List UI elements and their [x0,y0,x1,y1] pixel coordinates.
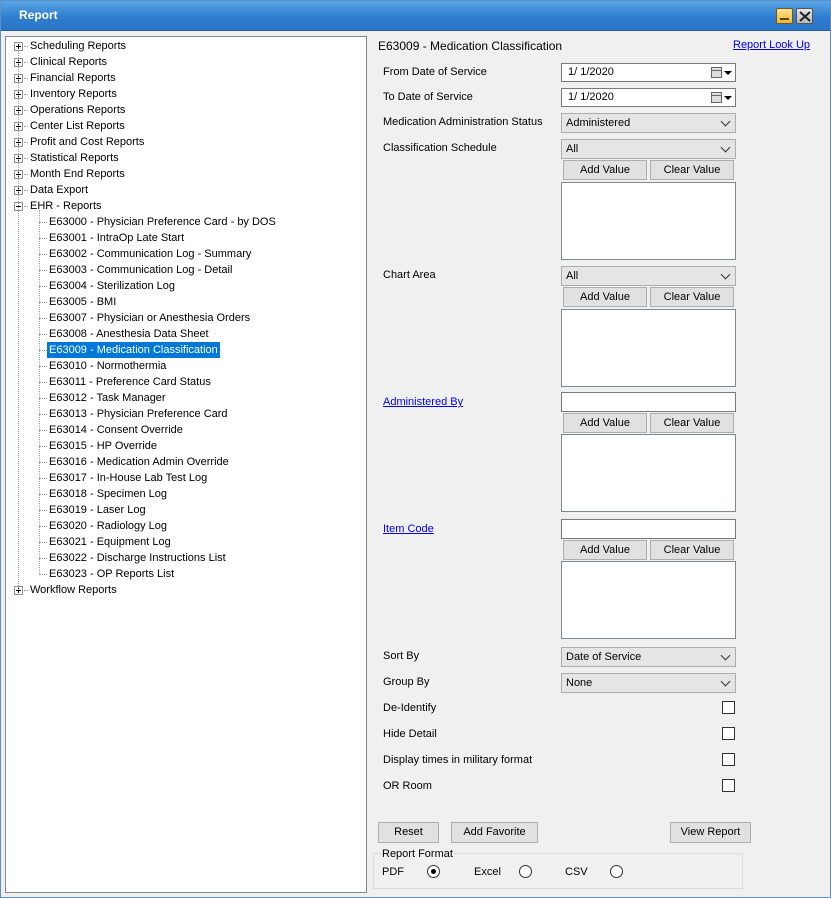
class-schedule-clear-button[interactable]: Clear Value [650,160,734,180]
tree-item-label: E63003 - Communication Log - Detail [49,264,233,276]
tree-item-label: E63017 - In-House Lab Test Log [49,472,208,484]
tree-leaf[interactable] [6,550,366,566]
tree-node[interactable] [6,582,366,598]
window-title: Report [19,8,58,22]
pdf-label: PDF [382,866,404,878]
class-schedule-select[interactable] [561,139,736,159]
or-room-checkbox[interactable] [722,779,735,792]
item-code-clear-button[interactable]: Clear Value [650,540,734,560]
chevron-down-icon [721,117,731,127]
tree-item-label: Statistical Reports [30,152,119,164]
tree-node[interactable] [6,182,366,198]
tree-item-label: Month End Reports [30,168,125,180]
sort-by-label: Sort By [383,650,420,662]
military-format-label: Display times in military format [383,754,533,766]
tree-node[interactable] [6,38,366,54]
tree-item-label: E63020 - Radiology Log [49,520,168,532]
tree-connector [39,210,40,574]
tree-leaf[interactable] [6,246,366,262]
tree-item-label: E63008 - Anesthesia Data Sheet [49,328,209,340]
admin-status-select[interactable] [561,113,736,133]
tree-item-label: E63018 - Specimen Log [49,488,168,500]
tree-node[interactable] [6,86,366,102]
military-format-checkbox[interactable] [722,753,735,766]
tree-item-label: Operations Reports [30,104,126,116]
from-date-label: From Date of Service [383,66,487,78]
chart-area-clear-button[interactable]: Clear Value [650,287,734,307]
chevron-down-icon [721,143,731,153]
tree-leaf[interactable] [6,230,366,246]
administered-by-add-button[interactable]: Add Value [563,413,647,433]
tree-item-label: Center List Reports [30,120,125,132]
tree-connector [18,50,19,590]
tree-item-label: E63014 - Consent Override [49,424,183,436]
chevron-down-icon [721,270,731,280]
tree-node[interactable] [6,134,366,150]
item-code-input[interactable] [561,519,736,539]
class-schedule-label: Classification Schedule [383,142,497,154]
administered-by-clear-button[interactable]: Clear Value [650,413,734,433]
tree-item-label: E63012 - Task Manager [49,392,166,404]
sort-by-select[interactable] [561,647,736,667]
tree-leaf[interactable] [6,502,366,518]
tree-item-label: E63019 - Laser Log [49,504,146,516]
tree-item-label: E63016 - Medication Admin Override [49,456,229,468]
calendar-icon[interactable] [711,92,722,103]
tree-leaf[interactable] [6,518,366,534]
tree-item-label: Financial Reports [30,72,116,84]
item-code-list[interactable] [561,561,736,639]
tree-item-label: EHR - Reports [30,200,102,212]
tree-item-label: Data Export [30,184,89,196]
tree-leaf[interactable] [6,278,366,294]
tree-item-label: Workflow Reports [30,584,117,596]
tree-leaf[interactable] [6,342,366,358]
close-icon[interactable] [796,8,813,24]
chart-area-label: Chart Area [383,269,436,281]
from-date-value: 1/ 1/2020 [568,66,614,78]
tree-item-label: E63010 - Normothermia [49,360,167,372]
administered-by-input[interactable] [561,392,736,412]
tree-leaf[interactable] [6,422,366,438]
item-code-add-button[interactable]: Add Value [563,540,647,560]
tree-item-label: E63013 - Physician Preference Card [49,408,228,420]
chevron-down-icon [721,651,731,661]
dropdown-arrow-icon[interactable] [724,96,732,100]
sort-by-value: Date of Service [566,651,642,663]
tree-leaf[interactable] [6,358,366,374]
tree-item-label: E63005 - BMI [49,296,117,308]
group-by-value: None [566,677,593,689]
chart-area-value: All [566,270,579,282]
report-title: E63009 - Medication Classification [378,39,563,53]
title-bar[interactable] [1,1,830,31]
tree-item-label: Clinical Reports [30,56,108,68]
tree-item-label: E63023 - OP Reports List [49,568,175,580]
hide-detail-checkbox[interactable] [722,727,735,740]
report-tree[interactable] [5,36,367,893]
administered-by-link[interactable]: Administered By [383,396,464,408]
tree-node[interactable] [6,118,366,134]
admin-status-value: Administered [566,117,631,129]
chart-area-list[interactable] [561,309,736,387]
report-lookup-link[interactable]: Report Look Up [733,39,811,51]
tree-item-label: E63007 - Physician or Anesthesia Orders [49,312,251,324]
view-report-button[interactable]: View Report [670,822,751,843]
class-schedule-list[interactable] [561,182,736,260]
tree-node[interactable] [6,166,366,182]
group-by-label: Group By [383,676,430,688]
tree-leaf[interactable] [6,438,366,454]
tree-item-label: E63001 - IntraOp Late Start [49,232,185,244]
tree-leaf[interactable] [6,390,366,406]
tree-item-label: E63000 - Physician Preference Card - by DOS [49,216,276,228]
tree-item-label: E63004 - Sterilization Log [49,280,175,292]
chart-area-add-button[interactable]: Add Value [563,287,647,307]
pdf-radio[interactable] [427,865,440,878]
item-code-link[interactable]: Item Code [383,523,434,535]
tree-leaf[interactable] [6,486,366,502]
tree-item-label: E63002 - Communication Log - Summary [49,248,252,260]
csv-radio[interactable] [610,865,623,878]
tree-item-label: E63021 - Equipment Log [49,536,171,548]
tree-leaf[interactable] [6,374,366,390]
class-schedule-add-button[interactable]: Add Value [563,160,647,180]
tree-leaf[interactable] [6,262,366,278]
calendar-icon[interactable] [711,67,722,78]
or-room-label: OR Room [383,780,432,792]
tree-leaf[interactable] [6,326,366,342]
tree-item-label: E63015 - HP Override [49,440,158,452]
class-schedule-value: All [566,143,579,155]
to-date-value: 1/ 1/2020 [568,91,614,103]
csv-label: CSV [565,866,588,878]
tree-item-label: E63009 - Medication Classification [49,344,218,356]
from-date-picker[interactable] [561,63,736,82]
tree-leaf[interactable] [6,310,366,326]
tree-item-label: Scheduling Reports [30,40,127,52]
tree-node[interactable] [6,54,366,70]
tree-node[interactable] [6,102,366,118]
hide-detail-label: Hide Detail [383,728,437,740]
tree-leaf[interactable] [6,454,366,470]
group-by-select[interactable] [561,673,736,693]
tree-item-label: E63022 - Discharge Instructions List [49,552,226,564]
dropdown-arrow-icon[interactable] [724,71,732,75]
chart-area-select[interactable] [561,266,736,286]
tree-leaf[interactable] [6,566,366,582]
de-identify-label: De-Identify [383,702,437,714]
report-format-title: Report Format [382,848,453,860]
tree-item-label: E63011 - Preference Card Status [49,376,211,388]
reset-button[interactable]: Reset [378,822,439,843]
tree-leaf[interactable] [6,470,366,486]
tree-node[interactable] [6,150,366,166]
to-date-picker[interactable] [561,88,736,107]
tree-node[interactable] [6,70,366,86]
tree-leaf[interactable] [6,214,366,230]
de-identify-checkbox[interactable] [722,701,735,714]
add-favorite-button[interactable]: Add Favorite [451,822,538,843]
minimize-icon[interactable] [776,8,793,24]
tree-leaf[interactable] [6,534,366,550]
tree-leaf[interactable] [6,406,366,422]
excel-radio[interactable] [519,865,532,878]
tree-item-label: Inventory Reports [30,88,117,100]
tree-leaf[interactable] [6,294,366,310]
excel-label: Excel [474,866,501,878]
tree-node[interactable] [6,198,366,214]
to-date-label: To Date of Service [383,91,473,103]
administered-by-list[interactable] [561,434,736,512]
tree-item-label: Profit and Cost Reports [30,136,145,148]
chevron-down-icon [721,677,731,687]
admin-status-label: Medication Administration Status [383,116,543,128]
